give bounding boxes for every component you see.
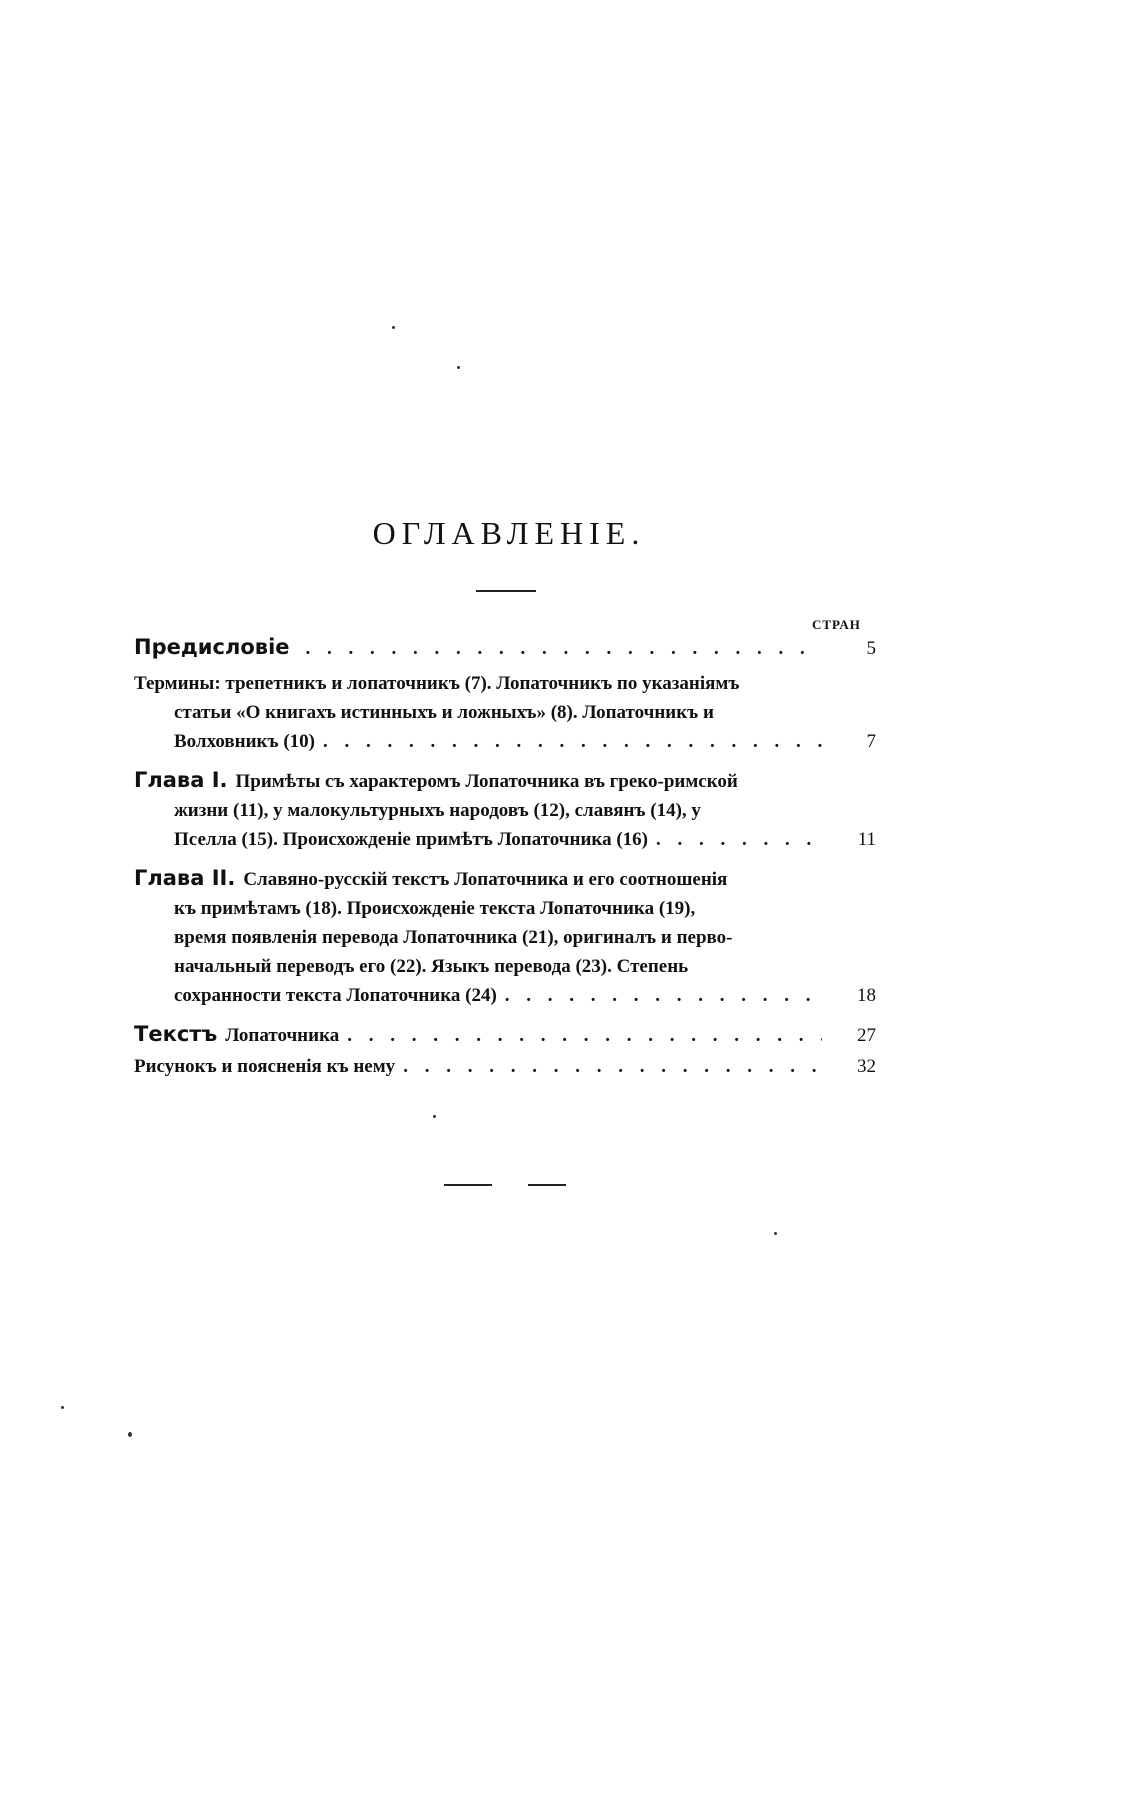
table-of-contents <box>134 633 876 1091</box>
leader-dots <box>656 825 822 854</box>
entry-text: Примѣты съ характеромъ Лопаточника въ греко-римской <box>235 771 738 792</box>
toc-line <box>134 923 876 952</box>
entry-text: начальный переводъ его (22). Языкъ перевода (23). Степень <box>174 956 689 977</box>
entry-text: время появленія перевода Лопаточника (21), оригиналъ и перво- <box>174 927 733 948</box>
entry-text: Рисунокъ и поясненія къ нему <box>134 1056 396 1077</box>
toc-line <box>134 952 876 981</box>
toc-line <box>134 894 876 923</box>
toc-line <box>134 698 876 727</box>
toc-entry-chapter-2 <box>134 864 876 1010</box>
entry-text: Славяно-русскій текстъ Лопаточника и его соотношенія <box>243 869 728 890</box>
entry-text: Лопаточника <box>225 1025 340 1046</box>
title-rule <box>476 590 536 592</box>
page-number: 5 <box>866 638 876 659</box>
toc-entry-text <box>134 1020 876 1050</box>
toc-line <box>134 727 876 756</box>
entry-heading: Глава II. <box>134 866 236 890</box>
leader-dots <box>347 1021 822 1050</box>
toc-line <box>134 669 876 698</box>
speck <box>392 326 395 329</box>
entry-text: къ примѣтамъ (18). Происхожденіе текста Лопаточника (19), <box>174 898 696 919</box>
toc-entry-preface <box>134 633 876 663</box>
toc-line <box>134 766 876 796</box>
page-title: ОГЛАВЛЕНІЕ. <box>372 515 646 551</box>
leader-dots <box>403 1052 822 1081</box>
toc-line <box>134 1020 876 1050</box>
toc-entry-chapter-1 <box>134 766 876 854</box>
entry-text: Термины: трепетникъ и лопаточникъ (7). Лопаточникъ по указаніямъ <box>134 673 740 694</box>
page-number: 7 <box>866 731 876 752</box>
end-rule-left <box>444 1184 492 1186</box>
speck <box>457 366 460 369</box>
page-number: 11 <box>857 829 876 850</box>
page-column-header: СТРАН <box>812 617 861 632</box>
page-number: 32 <box>857 1056 876 1077</box>
toc-entry-terms <box>134 669 876 756</box>
speck <box>433 1115 436 1118</box>
toc-line <box>134 796 876 825</box>
entry-text: сохранности текста Лопаточника (24) <box>174 985 497 1006</box>
speck <box>774 1232 777 1235</box>
speck <box>61 1406 64 1409</box>
speck <box>128 1432 132 1437</box>
leader-dots <box>323 727 822 756</box>
leader-dots <box>505 981 822 1010</box>
page-number: 27 <box>857 1025 876 1046</box>
page-number: 18 <box>857 985 876 1006</box>
toc-line <box>134 864 876 894</box>
toc-line <box>134 825 876 854</box>
entry-heading: Предисловіе <box>134 635 290 659</box>
entry-text: статьи «О книгахъ истинныхъ и ложныхъ» (8). Лопаточникъ и <box>174 702 714 723</box>
end-rule-right <box>528 1184 566 1186</box>
entry-text: Волховникъ (10) <box>174 731 315 752</box>
toc-entry-illustration <box>134 1052 876 1081</box>
entry-heading: Текстъ <box>134 1022 218 1046</box>
toc-line <box>134 1052 876 1081</box>
entry-text: жизни (11), у малокультурныхъ народовъ (12), славянъ (14), у <box>174 800 701 821</box>
toc-line <box>134 981 876 1010</box>
toc-line <box>134 633 876 663</box>
entry-text: Пселла (15). Происхожденіе примѣтъ Лопаточника (16) <box>174 829 648 850</box>
entry-heading: Глава I. <box>134 768 228 792</box>
leader-dots <box>306 634 822 663</box>
